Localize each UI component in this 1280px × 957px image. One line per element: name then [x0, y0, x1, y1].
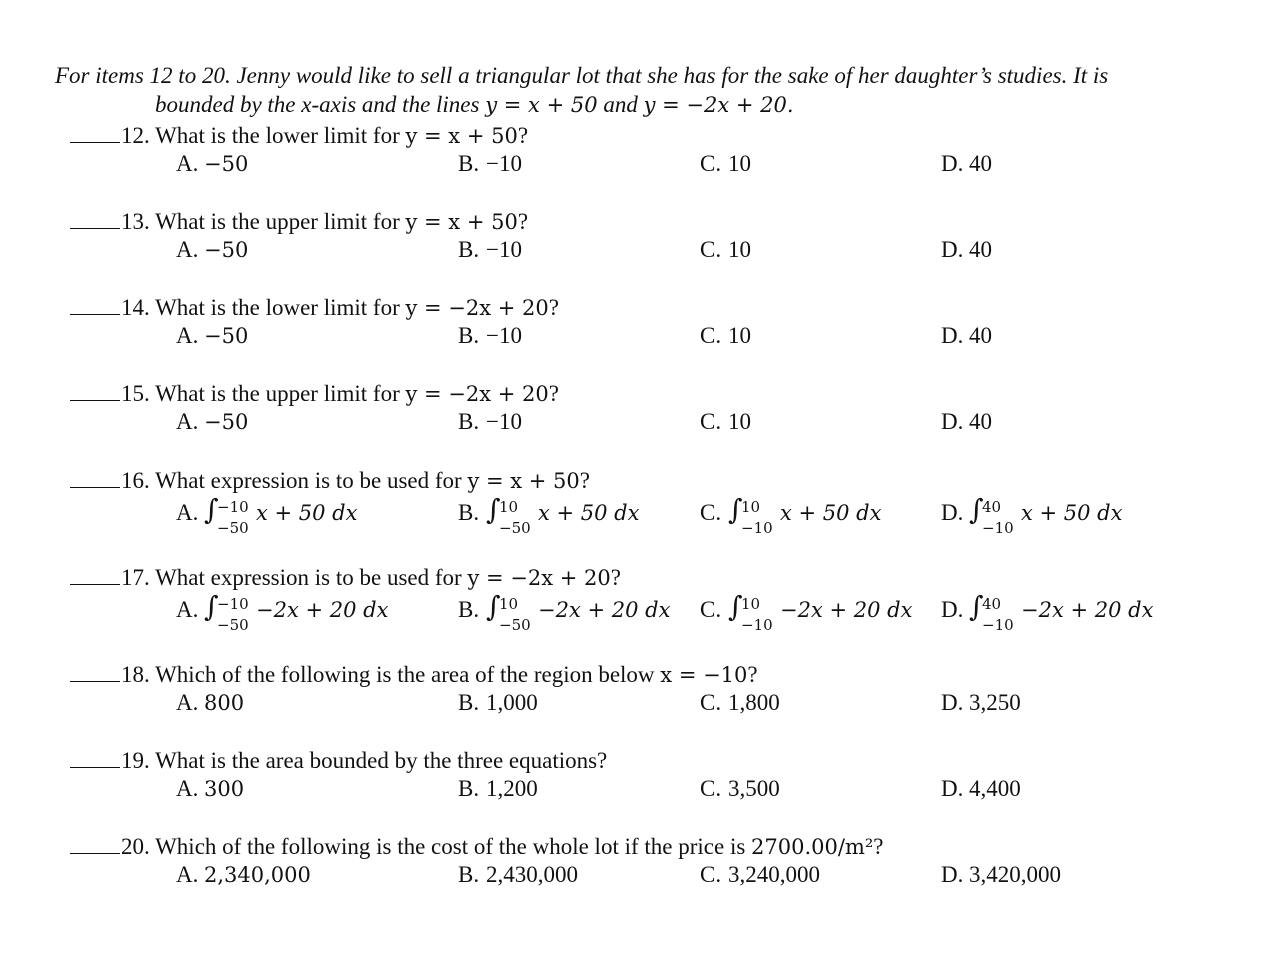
choice-a[interactable] [176, 149, 248, 189]
choice-b[interactable] [458, 407, 522, 447]
choice-d[interactable] [941, 492, 1123, 538]
choice-letter: A. [176, 237, 199, 262]
integrand: −2x + 20 dx [256, 598, 389, 622]
choice-d[interactable] [941, 688, 1021, 728]
choice-a[interactable] [176, 321, 248, 361]
choice-d[interactable] [941, 774, 1021, 814]
choice-letter: C. [700, 323, 722, 348]
choice-d[interactable] [941, 860, 1061, 900]
choice-letter: C. [700, 151, 722, 176]
integral-sign [969, 492, 1021, 537]
choice-letter: D. [941, 237, 964, 262]
choice-value: −50 [204, 324, 249, 348]
question-mark: ? [548, 295, 559, 320]
integral-sign [204, 492, 256, 537]
integral-symbol: ∫ [969, 589, 984, 623]
question-number: 20. [121, 834, 150, 859]
choice-letter: B. [458, 323, 480, 348]
integral-sign [486, 492, 538, 537]
choice-value: 2,340,000 [204, 863, 311, 887]
choice-b[interactable] [458, 589, 671, 635]
choice-letter: C. [700, 690, 722, 715]
choice-value: −10 [486, 237, 522, 262]
question-math: y = x + 50 [467, 469, 580, 493]
choice-c[interactable] [700, 407, 751, 447]
lower-limit: −50 [217, 518, 249, 537]
choice-letter: A. [176, 500, 199, 525]
choice-letter: B. [458, 776, 480, 801]
choice-letter: D. [941, 597, 964, 622]
choice-c[interactable] [700, 589, 913, 635]
choice-letter: A. [176, 323, 199, 348]
choice-d[interactable] [941, 589, 1154, 635]
integrand: −2x + 20 dx [538, 598, 671, 622]
integrand: −2x + 20 dx [1021, 598, 1154, 622]
question-line [70, 206, 528, 236]
upper-limit: −10 [217, 497, 249, 516]
choice-a[interactable] [176, 589, 389, 635]
upper-limit: 40 [982, 497, 1002, 516]
choice-letter: A. [176, 409, 199, 434]
choice-a[interactable] [176, 860, 311, 900]
instructions [55, 61, 1245, 120]
integral-symbol: ∫ [204, 492, 219, 526]
choice-letter: D. [941, 500, 964, 525]
question-line [70, 120, 528, 150]
question-text: What is the upper limit for [155, 381, 406, 406]
choice-letter: C. [700, 500, 722, 525]
choice-value: 40 [969, 151, 992, 176]
choice-value: 10 [728, 409, 751, 434]
choice-c[interactable] [700, 321, 751, 361]
choice-d[interactable] [941, 149, 992, 189]
upper-limit: 10 [499, 497, 519, 516]
choice-letter: D. [941, 776, 964, 801]
instructions-text: bounded by the x-axis and the lines [155, 92, 486, 117]
integral-sign [728, 492, 780, 537]
choice-value: 40 [969, 409, 992, 434]
choice-value: −50 [204, 238, 249, 262]
choice-letter: B. [458, 862, 480, 887]
lower-limit: −50 [217, 615, 249, 634]
lower-limit: −10 [741, 518, 773, 537]
question-text: What is the lower limit for [155, 123, 406, 148]
choice-letter: A. [176, 862, 199, 887]
answer-blank[interactable] [70, 465, 120, 488]
choice-value: 300 [204, 777, 245, 801]
choice-letter: B. [458, 151, 480, 176]
choice-c[interactable] [700, 492, 882, 538]
question-math: y = −2x + 20 [405, 296, 549, 320]
choice-b[interactable] [458, 321, 522, 361]
question-math: 2700.00/m² [751, 835, 874, 859]
question-number: 16. [121, 468, 150, 493]
integral-sign [969, 589, 1021, 634]
choice-b[interactable] [458, 688, 538, 728]
choice-letter: A. [176, 776, 199, 801]
question-number: 19. [121, 748, 150, 773]
integral-sign [728, 589, 780, 634]
choice-value: 40 [969, 237, 992, 262]
question-mark: ? [579, 468, 590, 493]
question-mark: ? [517, 209, 529, 234]
upper-limit: 40 [982, 594, 1002, 613]
question-math: y = −2x + 20 [405, 382, 549, 406]
question-number: 15. [121, 381, 150, 406]
choice-c[interactable] [700, 688, 780, 728]
choice-letter: C. [700, 409, 722, 434]
choice-c[interactable] [700, 774, 780, 814]
choice-b[interactable] [458, 235, 522, 275]
equation-1: y = x + 50 [485, 93, 598, 117]
instructions-line-1: For items 12 to 20. Jenny would like to sell a triangular lot that she has for the sake of her daughter’s studies. It is [55, 63, 1109, 88]
question-line [70, 562, 621, 592]
choice-letter: D. [941, 409, 964, 434]
upper-limit: −10 [217, 594, 249, 613]
answer-blank[interactable] [70, 745, 120, 768]
lower-limit: −10 [982, 615, 1014, 634]
choice-value: 40 [969, 323, 992, 348]
choice-letter: D. [941, 690, 964, 715]
choice-value: −10 [486, 409, 522, 434]
choice-letter: A. [176, 151, 199, 176]
question-math: y = x + 50 [405, 210, 518, 234]
choice-value: −50 [204, 152, 249, 176]
question-number: 13. [121, 209, 150, 234]
choice-letter: C. [700, 237, 722, 262]
lower-limit: −10 [741, 615, 773, 634]
choice-b[interactable] [458, 860, 578, 900]
choice-c[interactable] [700, 235, 751, 275]
choice-value: 3,240,000 [728, 862, 820, 887]
integral-symbol: ∫ [486, 492, 501, 526]
integral-symbol: ∫ [486, 589, 501, 623]
choice-letter: D. [941, 151, 964, 176]
choice-letter: A. [176, 690, 199, 715]
choice-value: 3,250 [969, 690, 1021, 715]
choice-a[interactable] [176, 407, 248, 447]
choice-letter: C. [700, 862, 722, 887]
integral-symbol: ∫ [728, 492, 743, 526]
choice-letter: B. [458, 237, 480, 262]
answer-blank[interactable] [70, 378, 120, 401]
answer-blank[interactable] [70, 206, 120, 229]
upper-limit: 10 [741, 497, 761, 516]
question-line [70, 378, 559, 408]
integral-symbol: ∫ [204, 589, 219, 623]
question-mark: ? [610, 565, 621, 590]
answer-blank[interactable] [70, 831, 120, 854]
integral-sign [486, 589, 538, 634]
answer-blank[interactable] [70, 659, 120, 682]
question-mark: ? [747, 662, 758, 687]
question-line [70, 659, 758, 689]
choice-letter: A. [176, 597, 199, 622]
integrand: −2x + 20 dx [780, 598, 913, 622]
question-mark: ? [517, 123, 529, 148]
choice-value: 10 [728, 323, 751, 348]
choice-value: 1,000 [486, 690, 538, 715]
question-text: What is the lower limit for [155, 295, 406, 320]
integrand: x + 50 dx [538, 501, 640, 525]
choice-letter: B. [458, 597, 480, 622]
question-number: 12. [121, 123, 150, 148]
choice-value: 3,420,000 [969, 862, 1061, 887]
instructions-and: and [597, 92, 644, 117]
answer-blank[interactable] [70, 562, 120, 585]
choice-letter: C. [700, 776, 722, 801]
choice-a[interactable] [176, 774, 244, 814]
question-line [70, 831, 884, 861]
instructions-line-2 [55, 90, 1245, 120]
answer-blank[interactable] [70, 292, 120, 315]
choice-letter: C. [700, 597, 722, 622]
question-number: 17. [121, 565, 150, 590]
equation-2: y = −2x + 20. [643, 93, 794, 117]
lower-limit: −10 [982, 518, 1014, 537]
question-text: Which of the following is the cost of the whole lot if the price is [155, 834, 752, 859]
choice-d[interactable] [941, 235, 992, 275]
choice-value: 4,400 [969, 776, 1021, 801]
integrand: x + 50 dx [780, 501, 882, 525]
question-math: y = −2x + 20 [467, 566, 611, 590]
choice-value: 10 [728, 237, 751, 262]
choice-value: 3,500 [728, 776, 780, 801]
choice-letter: D. [941, 323, 964, 348]
question-text: What is the upper limit for [155, 209, 406, 234]
choice-value: −10 [486, 151, 522, 176]
question-mark: ? [873, 834, 884, 859]
question-line [70, 745, 607, 775]
question-text: What expression is to be used for [155, 468, 468, 493]
lower-limit: −50 [499, 615, 531, 634]
question-text: Which of the following is the area of the region below [155, 662, 661, 687]
choice-d[interactable] [941, 321, 992, 361]
integral-symbol: ∫ [969, 492, 984, 526]
choice-b[interactable] [458, 149, 522, 189]
question-number: 18. [121, 662, 150, 687]
choice-value: −10 [486, 323, 522, 348]
choice-c[interactable] [700, 149, 751, 189]
question-number: 14. [121, 295, 150, 320]
choice-value: 1,200 [486, 776, 538, 801]
choice-letter: B. [458, 409, 480, 434]
question-math: y = x + 50 [405, 124, 518, 148]
question-math: x = −10 [660, 663, 748, 687]
upper-limit: 10 [741, 594, 761, 613]
choice-value: 800 [204, 691, 245, 715]
choice-letter: B. [458, 690, 480, 715]
question-mark: ? [548, 381, 559, 406]
choice-a[interactable] [176, 492, 358, 538]
choice-c[interactable] [700, 860, 820, 900]
choice-value: 2,430,000 [486, 862, 578, 887]
question-text: What expression is to be used for [155, 565, 468, 590]
choice-b[interactable] [458, 774, 538, 814]
choice-value: 10 [728, 151, 751, 176]
integral-sign [204, 589, 256, 634]
question-line [70, 465, 590, 495]
choice-value: −50 [204, 410, 249, 434]
choice-letter: B. [458, 500, 480, 525]
integrand: x + 50 dx [256, 501, 358, 525]
question-text: What is the area bounded by the three equations? [155, 748, 608, 773]
lower-limit: −50 [499, 518, 531, 537]
upper-limit: 10 [499, 594, 519, 613]
integral-symbol: ∫ [728, 589, 743, 623]
choice-a[interactable] [176, 688, 244, 728]
choice-letter: D. [941, 862, 964, 887]
choice-d[interactable] [941, 407, 992, 447]
answer-blank[interactable] [70, 120, 120, 143]
question-line [70, 292, 559, 322]
choice-value: 1,800 [728, 690, 780, 715]
choice-a[interactable] [176, 235, 248, 275]
integrand: x + 50 dx [1021, 501, 1123, 525]
choice-b[interactable] [458, 492, 640, 538]
